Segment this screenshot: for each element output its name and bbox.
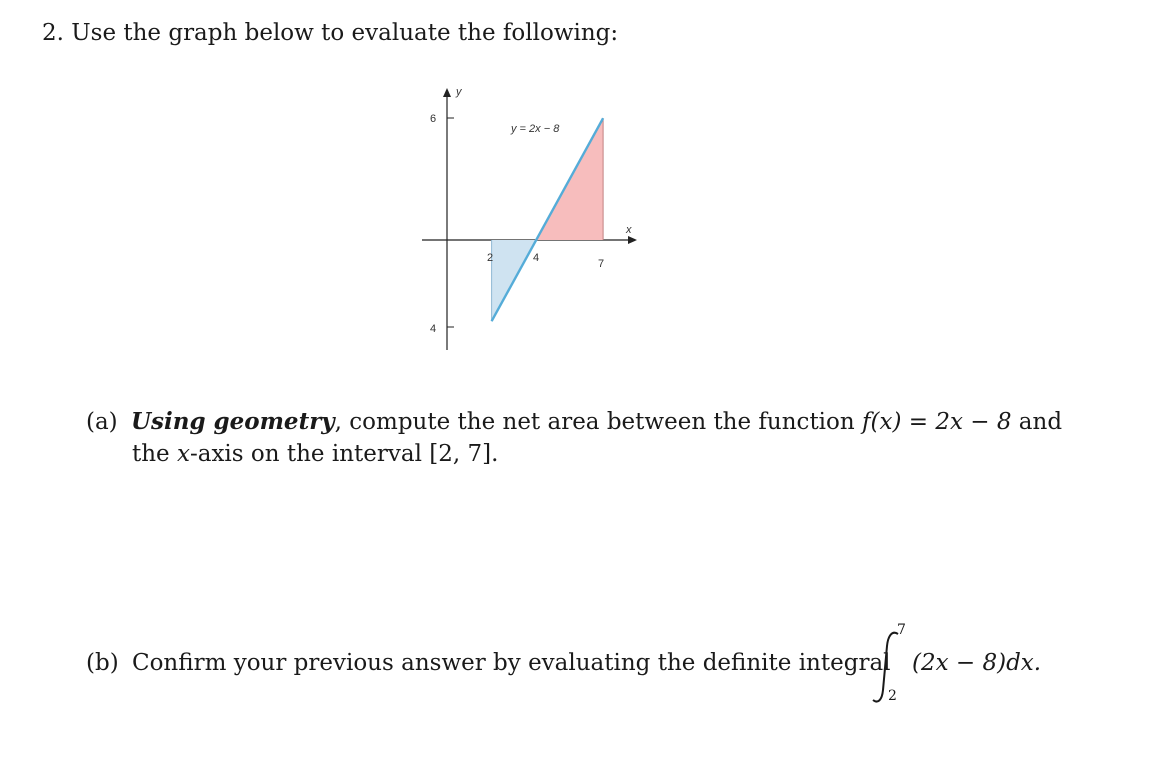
part-b-text: Confirm your previous answer by evaluating the definite integral <box>131 650 891 676</box>
integrand: (2x − 8)dx. <box>912 650 1042 676</box>
x-tick-label-2: 2 <box>487 252 494 264</box>
y-axis-label: y <box>456 86 462 98</box>
part-b-line <box>86 650 891 676</box>
y-tick-label-4: 4 <box>430 323 437 335</box>
x-axis-arrow <box>628 236 637 244</box>
function-label: y = 2x − 8 <box>511 123 560 135</box>
part-a-x-var: x <box>176 441 190 467</box>
part-a-text: , compute the net area between the function <box>334 409 855 435</box>
y-axis-arrow <box>443 88 451 97</box>
problem-intro: 2. Use the graph below to evaluate the following: <box>42 20 619 46</box>
part-a-and: and <box>1018 409 1063 435</box>
integral-lower-limit: 2 <box>888 688 897 704</box>
part-a-function: f(x) = 2x − 8 <box>862 409 1012 435</box>
x-axis-label: x <box>626 224 632 236</box>
part-a-emphasis: Using geometry <box>130 408 335 435</box>
part-a-line-2 <box>132 441 498 467</box>
integral-upper-limit: 7 <box>897 622 906 638</box>
y-tick-label-6: 6 <box>430 113 437 125</box>
x-tick-label-4: 4 <box>533 252 540 264</box>
graph <box>400 85 660 355</box>
x-tick-label-7: 7 <box>598 258 605 270</box>
part-a-line-1 <box>86 408 1062 435</box>
part-b-label: (b) <box>86 650 119 676</box>
part-a-line2-post: -axis on the interval [2, 7]. <box>189 441 499 467</box>
part-a-line2-pre: the <box>132 441 170 467</box>
part-a-label: (a) <box>86 409 118 435</box>
